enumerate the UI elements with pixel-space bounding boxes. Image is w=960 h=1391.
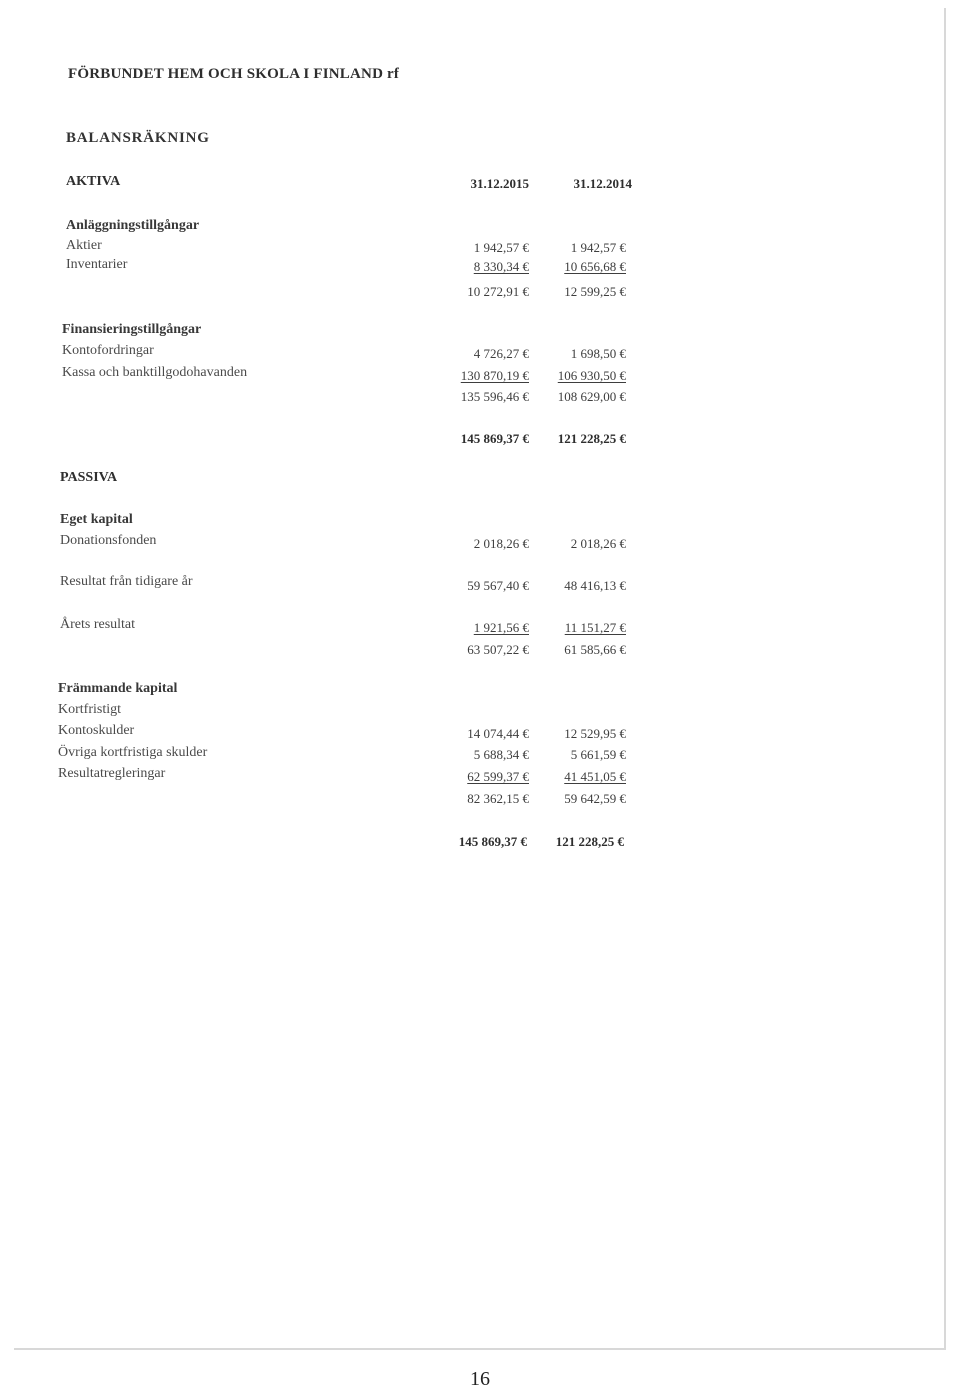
total-passiva-2015: 145 869,37 € [458, 834, 527, 849]
row-value-2015: 14 074,44 € [467, 726, 529, 741]
row-value-2015: 62 599,37 € [467, 769, 529, 784]
passiva-heading: PASSIVA [60, 470, 118, 485]
row-value-2014: 11 151,27 € [564, 620, 626, 635]
row-value-2015: 5 688,34 € [473, 747, 529, 762]
total-aktiva-2015: 145 869,37 € [460, 431, 529, 446]
subtotal-2014: 108 629,00 € [557, 389, 626, 404]
row-value-2014: 41 451,05 € [564, 769, 626, 784]
row-value-2015: 8 330,34 € [473, 259, 529, 274]
subtotal-2014: 12 599,25 € [564, 284, 626, 299]
page-number: 16 [470, 1368, 490, 1390]
row-label: Aktier [66, 238, 102, 253]
row-label: Årets resultat [60, 617, 136, 632]
total-passiva-2014: 121 228,25 € [555, 834, 624, 849]
row-value-2015: 130 870,19 € [460, 368, 529, 383]
subtotal-2015: 63 507,22 € [467, 642, 529, 657]
row-value-2014: 106 930,50 € [557, 368, 626, 383]
row-label: Resultat från tidigare år [60, 574, 193, 589]
row-value-2015: 1 921,56 € [473, 620, 529, 635]
subgroup-title-kortfristigt: Kortfristigt [58, 702, 121, 717]
row-label: Donationsfonden [60, 533, 157, 548]
subtotal-2015: 82 362,15 € [467, 791, 529, 806]
row-label: Resultatregleringar [58, 766, 166, 781]
row-label: Inventarier [66, 257, 128, 272]
row-label: Kassa och banktillgodohavanden [62, 365, 248, 380]
row-value-2015: 1 942,57 € [473, 240, 529, 255]
group-title-eget-kapital: Eget kapital [60, 512, 133, 527]
row-value-2015: 59 567,40 € [467, 578, 529, 593]
column-header-2015: 31.12.2015 [470, 176, 529, 191]
row-value-2015: 2 018,26 € [473, 536, 529, 551]
aktiva-heading: AKTIVA [66, 174, 121, 189]
row-value-2015: 4 726,27 € [473, 346, 529, 361]
subtotal-2014: 61 585,66 € [564, 642, 626, 657]
group-title-anlaggningstillgangar: Anläggningstillgångar [66, 218, 200, 233]
row-value-2014: 12 529,95 € [564, 726, 626, 741]
organization-name: FÖRBUNDET HEM OCH SKOLA I FINLAND rf [68, 66, 400, 82]
subtotal-2015: 135 596,46 € [460, 389, 529, 404]
row-label: Kontofordringar [62, 343, 154, 358]
row-value-2014: 1 942,57 € [570, 240, 626, 255]
row-label: Kontoskulder [58, 723, 135, 738]
subtotal-2014: 59 642,59 € [564, 791, 626, 806]
total-aktiva-2014: 121 228,25 € [557, 431, 626, 446]
row-value-2014: 5 661,59 € [570, 747, 626, 762]
group-title-frammande-kapital: Främmande kapital [58, 681, 178, 696]
row-value-2014: 10 656,68 € [564, 259, 626, 274]
row-value-2014: 1 698,50 € [570, 346, 626, 361]
group-title-finansieringstillgangar: Finansieringstillgångar [62, 322, 202, 337]
column-header-2014: 31.12.2014 [573, 176, 632, 191]
row-label: Övriga kortfristiga skulder [58, 745, 208, 760]
document-page [14, 8, 946, 1350]
subtotal-2015: 10 272,91 € [467, 284, 529, 299]
row-value-2014: 2 018,26 € [570, 536, 626, 551]
page-title: BALANSRÄKNING [66, 130, 210, 146]
row-value-2014: 48 416,13 € [564, 578, 626, 593]
